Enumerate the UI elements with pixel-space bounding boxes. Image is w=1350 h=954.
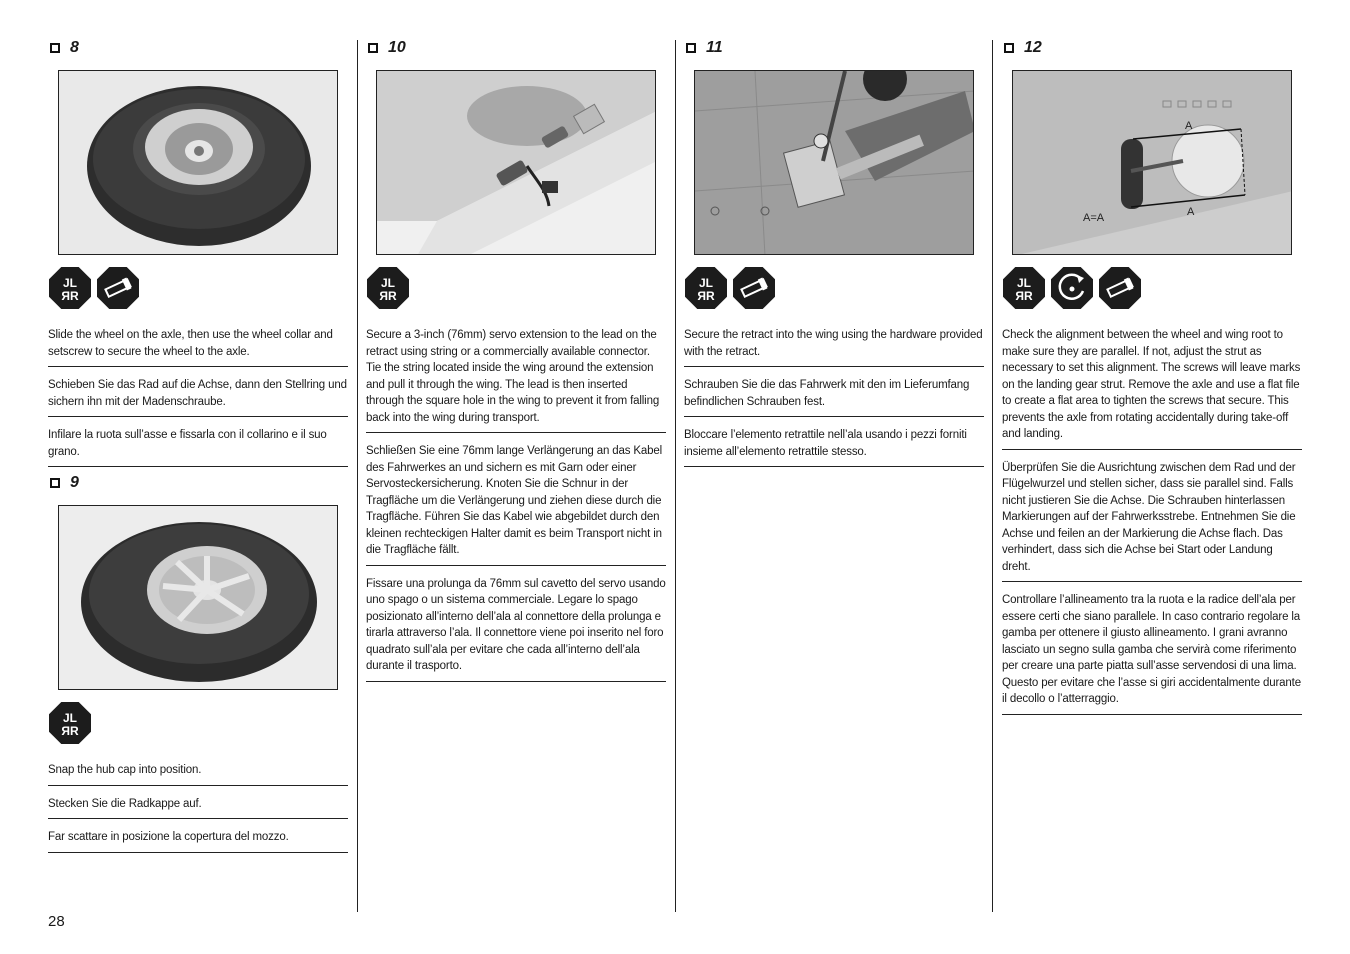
step-12-text-it: Controllare l’allineamento tra la ruota e la radice dell’ala per essere certi che siano parallele. In caso contrario regolare la gamba per ottenere il giusto allineamento. I grani avranno lasciato un segno sulla gamba che servirà come riferimento per creare una parte piatta sull’asse servendosi di una lima. Questo per evitare che l’asse si giri accidentalmente durante il decollo o l’atterraggio. (1002, 590, 1302, 715)
step-9-text-de: Stecken Sie die Radkappe auf. (48, 794, 348, 820)
column-divider (357, 40, 358, 912)
label-a-top: A (1185, 120, 1193, 132)
svg-text:JL: JL (62, 276, 78, 290)
svg-text:ЯR: ЯR (697, 289, 715, 303)
step-8-checkbox[interactable] (50, 43, 60, 53)
step-9-checkbox[interactable] (50, 478, 60, 488)
tool-file-icon (97, 267, 139, 309)
retract-icon (685, 267, 727, 309)
column-divider (992, 40, 993, 912)
retract-icon (367, 267, 409, 309)
step-12-text-en: Check the alignment between the wheel and wing root to make sure they are parallel. If not, adjust the strut as necessary to set this alignment. The screws will leave marks on the landing gear strut. Remove the axle and use a flat file to create a flat area to tighten the screws that secure. This prevents the axle from rotating accidentally during take-off and landing. (1002, 325, 1302, 450)
svg-text:JL: JL (62, 711, 78, 725)
step-11-number: 11 (706, 39, 723, 56)
step-11-text-it: Bloccare l’elemento retrattile nell’ala usando i pezzi forniti insieme all’elemento retrattile stesso. (684, 425, 984, 467)
column-step-12 (1002, 36, 1302, 723)
retract-icon (1003, 267, 1045, 309)
column-divider (675, 40, 676, 912)
step-12-icons (1003, 267, 1302, 309)
step-11-checkbox[interactable] (686, 43, 696, 53)
svg-text:JL: JL (380, 276, 396, 290)
step-12-checkbox[interactable] (1004, 43, 1014, 53)
step-9-photo-hub-cap (58, 505, 338, 690)
column-steps-8-9 (48, 36, 348, 861)
svg-text:JL: JL (698, 276, 714, 290)
svg-text:ЯR: ЯR (1015, 289, 1033, 303)
svg-text:ЯR: ЯR (61, 724, 79, 738)
step-11-photo-retract-install (694, 70, 974, 255)
step-8-photo-wheel-on-axle (58, 70, 338, 255)
svg-text:ЯR: ЯR (379, 289, 397, 303)
step-9-text-en: Snap the hub cap into position. (48, 760, 348, 786)
step-11-text-en: Secure the retract into the wing using the hardware provided with the retract. (684, 325, 984, 367)
step-10-icons (367, 267, 666, 309)
step-10-photo-servo-extension (376, 70, 656, 255)
step-10-text-de: Schließen Sie eine 76mm lange Verlängerung an das Kabel des Fahrwerkes an und sichern es mit Garn oder einer Servosteckersicherung. Knoten Sie die Schnur in der Tragfläche um die Verlängerung und ziehen diese durch die Tragfläche. Führen Sie das Kabel wie abgebildet durch den kleinen rechteckigen Halter damit es beim Transport nicht in die Tragfläche fällt. (366, 441, 666, 566)
step-10-checkbox[interactable] (368, 43, 378, 53)
svg-text:ЯR: ЯR (61, 289, 79, 303)
step-9-icons (49, 702, 348, 744)
step-9-text-it: Far scattare in posizione la copertura del mozzo. (48, 827, 348, 853)
step-11-text-de: Schrauben Sie die das Fahrwerk mit den im Lieferumfang befindlichen Schrauben fest. (684, 375, 984, 417)
step-8-number: 8 (70, 39, 79, 56)
label-a-bottom: A (1187, 206, 1195, 218)
step-11-header (684, 36, 984, 60)
svg-text:JL: JL (1016, 276, 1032, 290)
step-8-text-de: Schieben Sie das Rad auf die Achse, dann den Stellring und sichern ihn mit der Madenschraube. (48, 375, 348, 417)
step-12-text-de: Überprüfen Sie die Ausrichtung zwischen dem Rad und der Flügelwurzel und stellen sicher, dass sie parallel sind. Falls nicht justieren Sie die Achse. Die Schrauben hinterlassen Markierungen auf der Fahrwerksstrebe. Entnehmen Sie die Achse und feilen an der Markierung die Achse flach. Das verhindert, dass sich die Achse bei Start oder Landung dreht. (1002, 458, 1302, 583)
step-10-number: 10 (388, 39, 406, 56)
step-12-photo-alignment (1012, 70, 1292, 255)
step-12-number: 12 (1024, 39, 1042, 56)
retract-icon (49, 702, 91, 744)
step-10-text-it: Fissare una prolunga da 76mm sul cavetto del servo usando uno spago o un sistema commerciale. Legare lo spago posizionato all’interno dell’ala al connettore della prolunga e tirarla attraverso l’ala. Il connettore viene poi inserito nel foro quadrato sull’ala per evitare che cada all’interno dell’ala durante il trasporto. (366, 574, 666, 682)
retract-icon (49, 267, 91, 309)
step-10-text-en: Secure a 3-inch (76mm) servo extension to the lead on the retract using string or a commercially available connector. Tie the string located inside the wing around the extension and pull it through the wing. The lead is then inserted through the square hole in the wing to prevent it from falling back into the wing during transport. (366, 325, 666, 433)
step-11-icons (685, 267, 984, 309)
step-8-header (48, 36, 348, 60)
tool-file-icon (1099, 267, 1141, 309)
step-9-number: 9 (70, 474, 79, 491)
label-a-equals-a: A=A (1083, 212, 1105, 224)
column-step-10 (366, 36, 666, 690)
step-10-header (366, 36, 666, 60)
step-9-header (48, 471, 348, 495)
rotate-icon (1051, 267, 1093, 309)
step-8-text-it: Infilare la ruota sull’asse e fissarla con il collarino e il suo grano. (48, 425, 348, 467)
step-8-icons (49, 267, 348, 309)
step-8-text-en: Slide the wheel on the axle, then use the wheel collar and setscrew to secure the wheel to the axle. (48, 325, 348, 367)
page-number: 28 (48, 913, 65, 930)
step-12-header (1002, 36, 1302, 60)
column-step-11 (684, 36, 984, 475)
tool-file-icon (733, 267, 775, 309)
